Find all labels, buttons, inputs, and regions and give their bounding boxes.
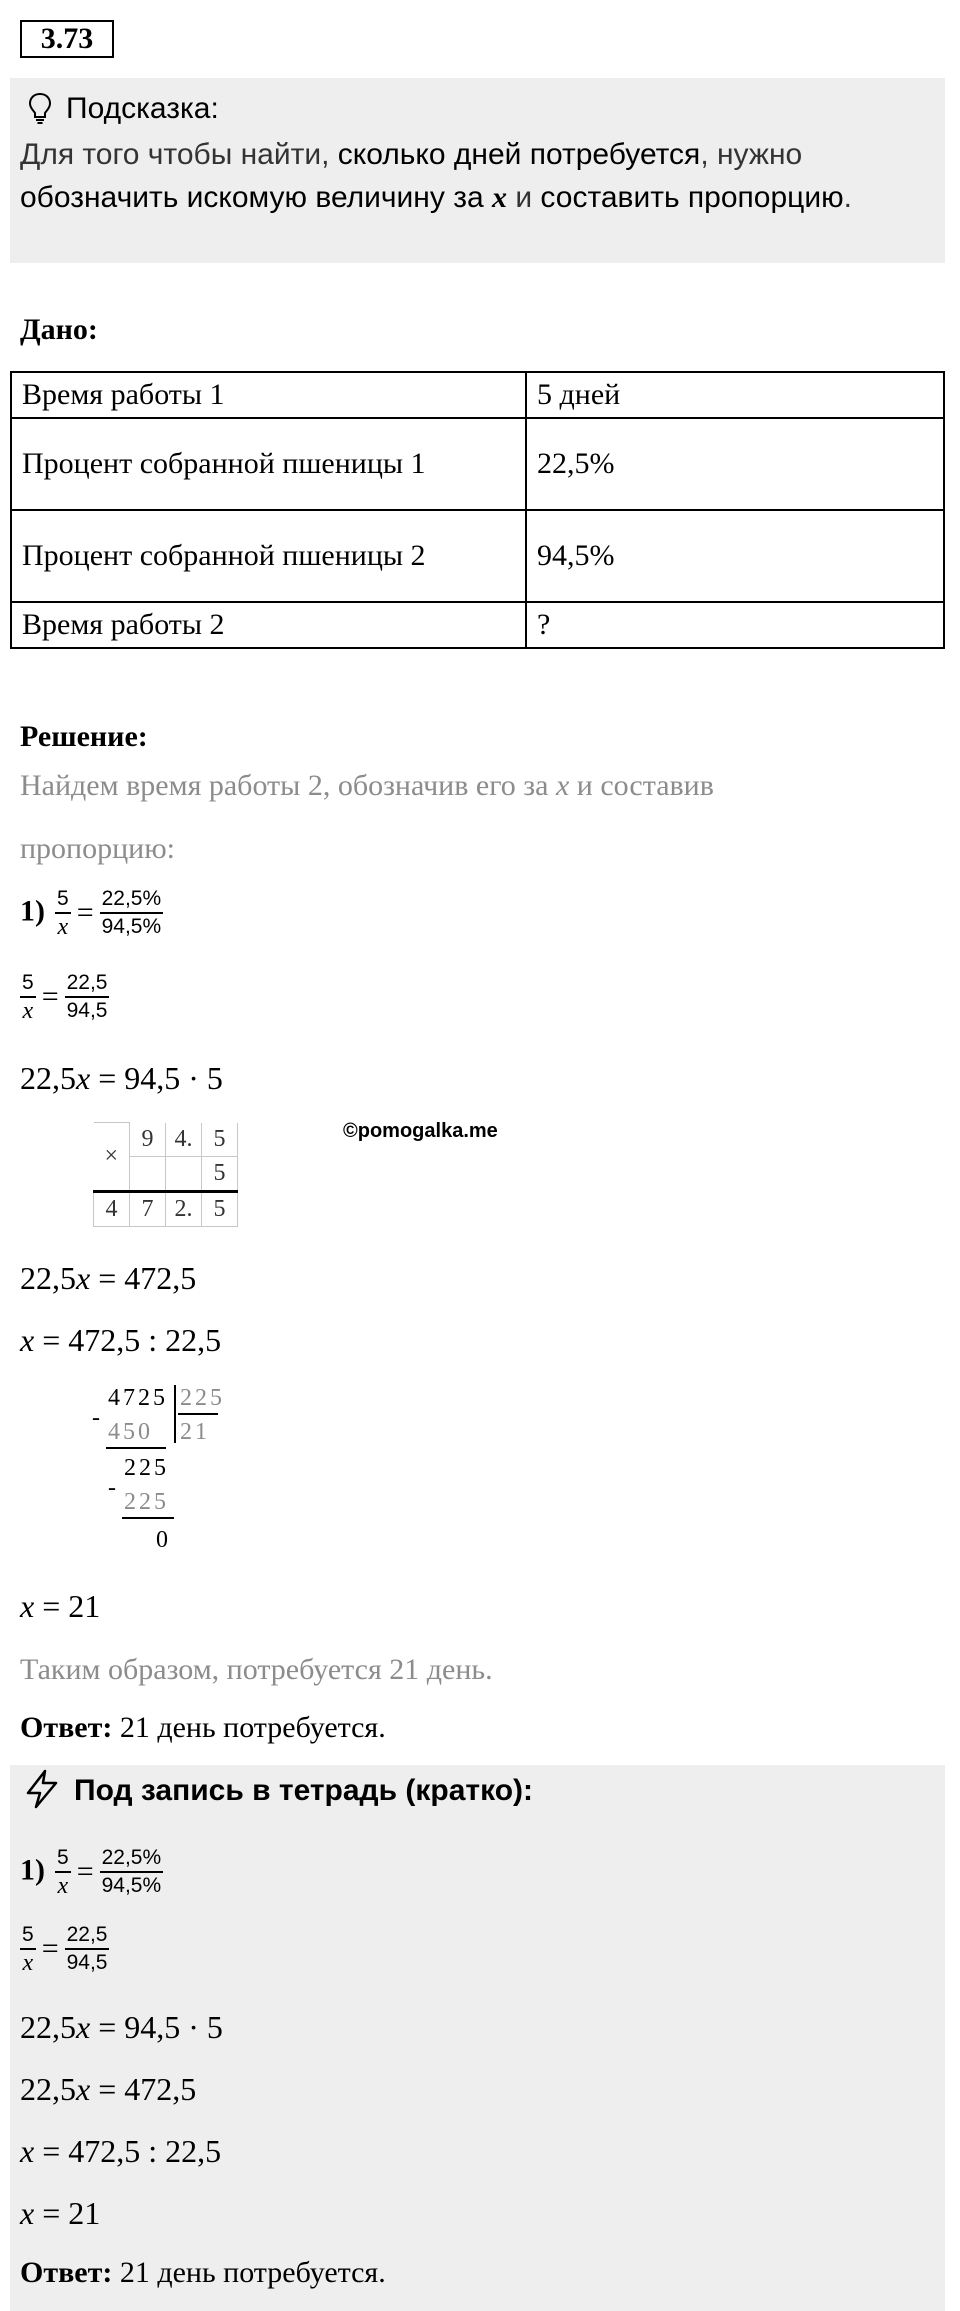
equals-sign: = xyxy=(41,980,59,1013)
division-divisor: 225 xyxy=(180,1385,225,1411)
table-cell-value: ? xyxy=(526,602,944,648)
equation-text: = 472,5 xyxy=(90,2071,197,2107)
grid-digit: 7 xyxy=(130,1191,166,1226)
equation-line xyxy=(20,1320,221,1360)
equation-variable: x xyxy=(76,1060,91,1096)
equation-text: 22,5 xyxy=(20,1060,76,1096)
hint-emphasis: сколько дней потребуется xyxy=(337,138,701,171)
hint-title: Подсказка: xyxy=(66,92,219,125)
fraction xyxy=(55,886,71,940)
multiplication-grid xyxy=(93,1122,238,1227)
equation-text: = 472,5 : 22,5 xyxy=(34,1322,222,1358)
equation-variable: x xyxy=(76,1260,91,1296)
table-cell-label: Процент собранной пшеницы 1 xyxy=(11,418,526,510)
equals-sign: = xyxy=(76,896,94,929)
intro-text: Найдем время работы 2, обозначив его за xyxy=(20,769,556,802)
grid-digit: 5 xyxy=(202,1156,238,1191)
fraction xyxy=(65,970,110,1024)
division-line xyxy=(122,1517,174,1519)
equals-sign: = xyxy=(41,1932,59,1965)
equation-variable: x xyxy=(76,2009,91,2045)
division-remainder: 225 xyxy=(124,1455,169,1481)
given-table xyxy=(10,371,945,649)
short-writeup-title: Под запись в тетрадь (кратко): xyxy=(74,1774,534,1807)
proportion-step-2 xyxy=(20,970,111,1024)
fraction-numerator: 22,5 xyxy=(65,970,110,998)
fraction-denominator: x xyxy=(57,914,69,940)
table-cell-value: 22,5% xyxy=(526,418,944,510)
division-line xyxy=(106,1447,166,1449)
given-heading: Дано: xyxy=(20,313,98,346)
table-cell-value: 5 дней xyxy=(526,372,944,418)
lightning-icon xyxy=(22,1767,62,1811)
fraction xyxy=(55,1845,71,1899)
equation-line xyxy=(20,1258,196,1298)
table-cell-value: 94,5% xyxy=(526,510,944,602)
equation-text: 22,5 xyxy=(20,2071,76,2107)
fraction xyxy=(65,1922,110,1976)
lightbulb-icon xyxy=(28,92,52,124)
grid-digit: 5 xyxy=(202,1123,238,1157)
answer-text: 21 день потребуется. xyxy=(112,2256,386,2289)
solution-intro-line-2: пропорцию: xyxy=(20,832,175,865)
table-cell-label: Процент собранной пшеницы 2 xyxy=(11,510,526,602)
hint-text-line-1 xyxy=(20,135,802,175)
fraction-denominator: x xyxy=(57,1873,69,1899)
equation-variable: x xyxy=(20,2133,35,2169)
hint-text: и xyxy=(506,181,541,214)
hint-text: . xyxy=(843,181,852,214)
grid-digit: 4 xyxy=(94,1191,130,1226)
answer xyxy=(20,2253,386,2293)
answer xyxy=(20,1708,386,1748)
hint-text: Для того чтобы найти, xyxy=(20,138,338,171)
equation-text: = 21 xyxy=(34,2195,101,2231)
fraction-denominator: 94,5 xyxy=(66,999,108,1022)
equation-variable: x xyxy=(20,1322,35,1358)
hint-variable: x xyxy=(491,181,507,214)
answer-text: 21 день потребуется. xyxy=(112,1711,386,1744)
equation-line xyxy=(20,1058,223,1098)
grid-digit xyxy=(130,1156,166,1191)
equation-text: = 472,5 : 22,5 xyxy=(34,2133,222,2169)
equation-line xyxy=(20,2193,100,2233)
proportion-step-1 xyxy=(20,886,165,940)
fraction-numerator: 5 xyxy=(20,1922,36,1950)
equation-text: = 94,5 · 5 xyxy=(90,2009,223,2045)
answer-label: Ответ: xyxy=(20,2256,113,2289)
division-subtrahend: 450 xyxy=(108,1419,153,1445)
grid-digit: 2. xyxy=(166,1191,202,1226)
hint-text: , нужно xyxy=(700,138,803,171)
fraction-denominator: 94,5 xyxy=(66,1951,108,1974)
division-divisor-line xyxy=(178,1413,218,1415)
minus-sign: - xyxy=(108,1475,119,1501)
division-bracket xyxy=(174,1385,176,1443)
proportion-step-2 xyxy=(20,1922,111,1976)
table-row xyxy=(11,602,944,648)
equation-line xyxy=(20,2131,221,2171)
equation-text: 22,5 xyxy=(20,1260,76,1296)
table-row xyxy=(11,510,944,602)
division-quotient: 21 xyxy=(180,1419,210,1445)
answer-label: Ответ: xyxy=(20,1711,113,1744)
long-division xyxy=(90,1383,250,1563)
fraction xyxy=(20,970,36,1024)
fraction-numerator: 22,5% xyxy=(100,1845,164,1873)
equation-text: = 94,5 · 5 xyxy=(90,1060,223,1096)
hint-emphasis: составить пропорцию xyxy=(540,181,844,214)
fraction-numerator: 22,5% xyxy=(100,886,164,914)
solution-heading: Решение: xyxy=(20,720,148,753)
equation-text: 22,5 xyxy=(20,2009,76,2045)
fraction-denominator: x xyxy=(22,998,34,1024)
equation-variable: x xyxy=(20,1588,35,1624)
fraction xyxy=(20,1922,36,1976)
grid-digit: 4. xyxy=(166,1123,202,1157)
division-final: 0 xyxy=(156,1527,171,1553)
table-row xyxy=(11,372,944,418)
equation-variable: x xyxy=(20,2195,35,2231)
table-cell-label: Время работы 2 xyxy=(11,602,526,648)
fraction-numerator: 5 xyxy=(55,1845,71,1873)
equation-line xyxy=(20,1586,100,1626)
fraction xyxy=(100,1845,164,1899)
fraction-denominator: x xyxy=(22,1950,34,1976)
step-number: 1) xyxy=(20,894,45,928)
equation-text: = 21 xyxy=(34,1588,101,1624)
intro-variable: x xyxy=(555,769,570,802)
hint-emphasis: обозначить искомую величину за xyxy=(20,181,492,214)
equation-variable: x xyxy=(76,2071,91,2107)
fraction-numerator: 5 xyxy=(20,970,36,998)
minus-sign: - xyxy=(92,1405,103,1431)
fraction-numerator: 22,5 xyxy=(65,1922,110,1950)
hint-text-line-2 xyxy=(20,178,852,218)
fraction-denominator: 94,5% xyxy=(101,915,162,938)
equation-line xyxy=(20,2007,223,2047)
conclusion: Таким образом, потребуется 21 день. xyxy=(20,1653,493,1686)
problem-number: 3.73 xyxy=(20,20,114,58)
division-dividend: 4725 xyxy=(108,1385,168,1411)
grid-digit: 9 xyxy=(130,1123,166,1157)
division-subtrahend: 225 xyxy=(124,1489,169,1515)
table-cell-label: Время работы 1 xyxy=(11,372,526,418)
watermark: ©pomogalka.me xyxy=(343,1120,498,1142)
grid-digit: 5 xyxy=(202,1191,238,1226)
equals-sign: = xyxy=(76,1855,94,1888)
step-number: 1) xyxy=(20,1853,45,1887)
proportion-step-1 xyxy=(20,1845,165,1899)
equation-text: = 472,5 xyxy=(90,1260,197,1296)
solution-intro-line-1 xyxy=(20,766,714,806)
table-row xyxy=(11,418,944,510)
multiply-sign: × xyxy=(94,1123,130,1192)
fraction-denominator: 94,5% xyxy=(101,1874,162,1897)
intro-text: и составив xyxy=(569,769,714,802)
grid-digit xyxy=(166,1156,202,1191)
fraction xyxy=(100,886,164,940)
equation-line xyxy=(20,2069,196,2109)
fraction-numerator: 5 xyxy=(55,886,71,914)
